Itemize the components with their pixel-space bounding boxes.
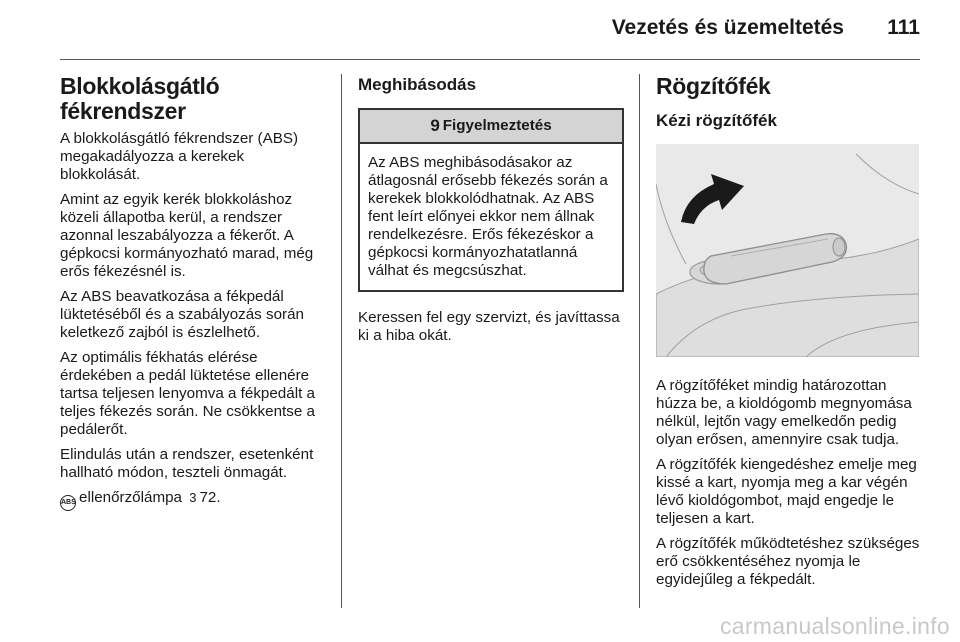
paragraph: Elindulás után a rendszer, esetenként hallható módon, teszteli önmagát.	[60, 446, 314, 481]
column-divider	[341, 74, 342, 608]
handbrake-illustration	[656, 144, 919, 357]
section-heading-malfunction: Meghibásodás	[358, 75, 477, 94]
column-malfunction	[358, 74, 626, 352]
page-number: 111	[887, 16, 920, 39]
handbrake-lever-icon	[656, 144, 919, 357]
header-title: Vezetés és üzemeltetés	[611, 16, 844, 39]
subheading-manual-parking-brake: Kézi rögzítőfék	[656, 111, 777, 130]
indicator-reference	[60, 489, 328, 511]
paragraph: Keressen fel egy szervizt, és javíttassa ki a hiba okát.	[358, 309, 620, 344]
paragraph: A rögzítőfék működtetéshez szükséges erő csökkentéséhez nyomja le egyidejűleg a fékpedált.	[656, 535, 920, 588]
paragraph: Amint az egyik kerék blokkoláshoz közeli állapotba kerül, a rendszer azonnal leszabályozza a fékerőt. A gépkocsi kormányozható marad, még erős fékezésnél is.	[60, 191, 314, 280]
warning-title: Figyelmeztetés	[442, 117, 552, 134]
page-header	[60, 14, 920, 46]
warning-triangle-icon: 9	[430, 116, 440, 135]
section-heading-parking-brake: Rögzítőfék	[656, 73, 771, 99]
cross-reference-arrow-icon: 3	[189, 490, 197, 505]
header-rule	[60, 59, 920, 60]
indicator-label: ellenőrzőlámpa	[79, 489, 182, 506]
warning-header	[360, 110, 622, 144]
paragraph: A rögzítőféket mindig határozottan húzza be, a kioldógomb megnyomása nélkül, lejtőn vagy emelkedőn pedig olyan erősen, amennyire csak tudja.	[656, 377, 912, 448]
paragraph: A rögzítőfék kiengedéshez emelje meg kissé a kart, nyomja meg a kar végén lévő kioldógombot, majd engedje le teljesen a kart.	[656, 456, 917, 527]
paragraph: Az ABS beavatkozása a fékpedál lüktetéséből és a szabályozás során keletkező zajból is észlelhető.	[60, 288, 304, 341]
column-divider	[639, 74, 640, 608]
section-heading-abs: Blokkolásgátló fékrendszer	[60, 73, 220, 124]
paragraph: A blokkolásgátló fékrendszer (ABS) megakadályozza a kerekek blokkolását.	[60, 130, 299, 183]
warning-text: Az ABS meghibásodásakor az átlagosnál erősebb fékezés során a kerekek blokkolódhatnak. Az ABS fent leírt előnyei ekkor nem állnak rendelkezésre. Erős fékezéskor a gépkocsi kormányozhatatlanná válhat és megcsúszhat.	[368, 154, 608, 279]
warning-box	[358, 108, 624, 292]
abs-warning-lamp-icon: ABS	[60, 495, 76, 511]
column-parking-brake	[656, 74, 921, 596]
watermark: carmanualsonline.info	[719, 613, 950, 639]
cross-reference-page[interactable]: 72.	[199, 489, 221, 506]
paragraph: Az optimális fékhatás elérése érdekében a pedál lüktetése ellenére tartsa teljesen lenyomva a fékpedált a teljes fékezés során. Ne csökkentse a pedálerőt.	[60, 349, 315, 438]
column-abs	[60, 74, 328, 518]
